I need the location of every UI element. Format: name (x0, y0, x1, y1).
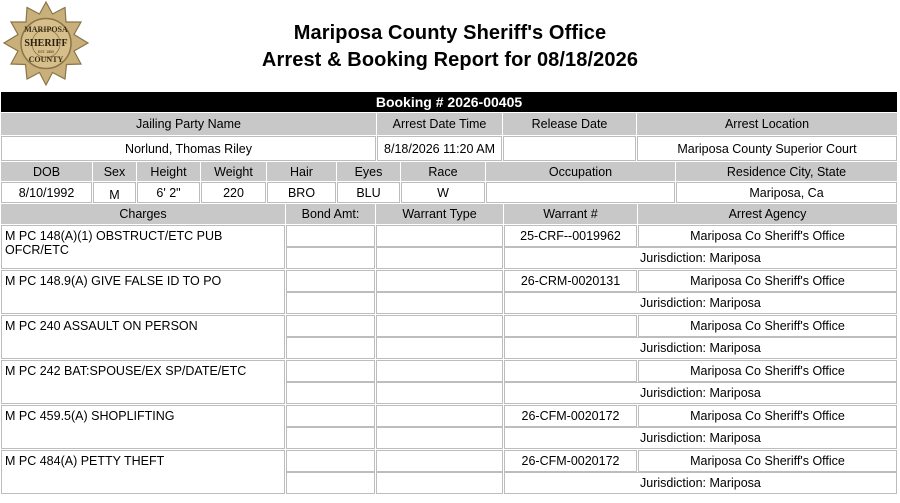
jurisdiction: Jurisdiction: Mariposa (504, 337, 897, 359)
header-arrest-agency: Arrest Agency (638, 204, 897, 224)
jurisdiction: Jurisdiction: Mariposa (504, 292, 897, 314)
value-eyes: BLU (337, 182, 400, 203)
bond-amount-secondary (286, 382, 375, 404)
value-hair: BRO (267, 182, 336, 203)
header-eyes: Eyes (337, 162, 400, 181)
warrant-type (376, 225, 503, 247)
value-release-date (503, 136, 636, 161)
header-height: Height (137, 162, 200, 181)
value-weight: 220 (201, 182, 266, 203)
header-jailing-party-name: Jailing Party Name (1, 113, 376, 135)
charge-description: M PC 240 ASSAULT ON PERSON (1, 315, 285, 359)
warrant-type-secondary (376, 427, 503, 449)
bond-amount (286, 225, 375, 247)
value-height: 6' 2" (137, 182, 200, 203)
header-dob: DOB (1, 162, 92, 181)
value-dob: 8/10/1992 (1, 182, 92, 203)
booking-number-bar: Booking # 2026-00405 (1, 92, 897, 112)
value-arrest-location: Mariposa County Superior Court (637, 136, 897, 161)
warrant-type-secondary (376, 247, 503, 269)
header-hair: Hair (267, 162, 336, 181)
warrant-number: 26-CFM-0020172 (504, 450, 637, 472)
bond-amount-secondary (286, 247, 375, 269)
warrant-number (504, 360, 637, 382)
report-title-agency: Mariposa County Sheriff's Office (293, 22, 607, 44)
report-header (0, 0, 900, 92)
bond-amount-secondary (286, 427, 375, 449)
bond-amount (286, 360, 375, 382)
value-race: W (401, 182, 485, 203)
charge-description: M PC 484(A) PETTY THEFT (1, 450, 285, 494)
warrant-number: 26-CRM-0020131 (504, 270, 637, 292)
value-sex: M (93, 182, 136, 203)
value-arrest-date-time: 8/18/2026 11:20 AM (377, 136, 502, 161)
bond-amount (286, 315, 375, 337)
header-occupation: Occupation (486, 162, 675, 181)
bond-amount (286, 405, 375, 427)
header-charges: Charges (1, 204, 285, 224)
charge-description: M PC 459.5(A) SHOPLIFTING (1, 405, 285, 449)
jurisdiction: Jurisdiction: Mariposa (504, 247, 897, 269)
header-warrant-number: Warrant # (504, 204, 637, 224)
arrest-agency: Mariposa Co Sheriff's Office (638, 225, 897, 247)
charge-description: M PC 148.9(A) GIVE FALSE ID TO PO (1, 270, 285, 314)
report-title-date: Arrest & Booking Report for 08/18/2026 (261, 49, 639, 71)
warrant-type (376, 405, 503, 427)
header-release-date: Release Date (503, 113, 636, 135)
header-arrest-location: Arrest Location (637, 113, 897, 135)
header-sex: Sex (93, 162, 136, 181)
value-jailing-party-name: Norlund, Thomas Riley (1, 136, 376, 161)
arrest-agency: Mariposa Co Sheriff's Office (638, 405, 897, 427)
badge-bottom-text: COUNTY (28, 55, 64, 64)
badge-top-text: MARIPOSA (24, 25, 68, 34)
header-warrant-type: Warrant Type (376, 204, 503, 224)
warrant-number (504, 315, 637, 337)
value-occupation (486, 182, 675, 203)
arrest-agency: Mariposa Co Sheriff's Office (638, 315, 897, 337)
badge-small-text: EST. 1850 (37, 50, 55, 54)
arrest-agency: Mariposa Co Sheriff's Office (638, 450, 897, 472)
warrant-type-secondary (376, 382, 503, 404)
bond-amount-secondary (286, 337, 375, 359)
header-weight: Weight (201, 162, 266, 181)
warrant-type (376, 450, 503, 472)
charge-description: M PC 242 BAT:SPOUSE/EX SP/DATE/ETC (1, 360, 285, 404)
warrant-number: 26-CFM-0020172 (504, 405, 637, 427)
bond-amount (286, 270, 375, 292)
charge-description: M PC 148(A)(1) OBSTRUCT/ETC PUB OFCR/ETC (1, 225, 285, 269)
warrant-type (376, 360, 503, 382)
jurisdiction: Jurisdiction: Mariposa (504, 427, 897, 449)
bond-amount-secondary (286, 292, 375, 314)
jurisdiction: Jurisdiction: Mariposa (504, 472, 897, 494)
warrant-number: 25-CRF--0019962 (504, 225, 637, 247)
warrant-type-secondary (376, 337, 503, 359)
header-residence: Residence City, State (676, 162, 897, 181)
arrest-agency: Mariposa Co Sheriff's Office (638, 360, 897, 382)
header-arrest-date-time: Arrest Date Time (377, 113, 502, 135)
bond-amount (286, 450, 375, 472)
warrant-type (376, 315, 503, 337)
header-bond-amt: Bond Amt: (286, 204, 375, 224)
warrant-type (376, 270, 503, 292)
arrest-agency: Mariposa Co Sheriff's Office (638, 270, 897, 292)
jurisdiction: Jurisdiction: Mariposa (504, 382, 897, 404)
warrant-type-secondary (376, 472, 503, 494)
header-race: Race (401, 162, 485, 181)
value-residence: Mariposa, Ca (676, 182, 897, 203)
warrant-type-secondary (376, 292, 503, 314)
badge-middle-text: SHERIFF (24, 38, 68, 49)
bond-amount-secondary (286, 472, 375, 494)
